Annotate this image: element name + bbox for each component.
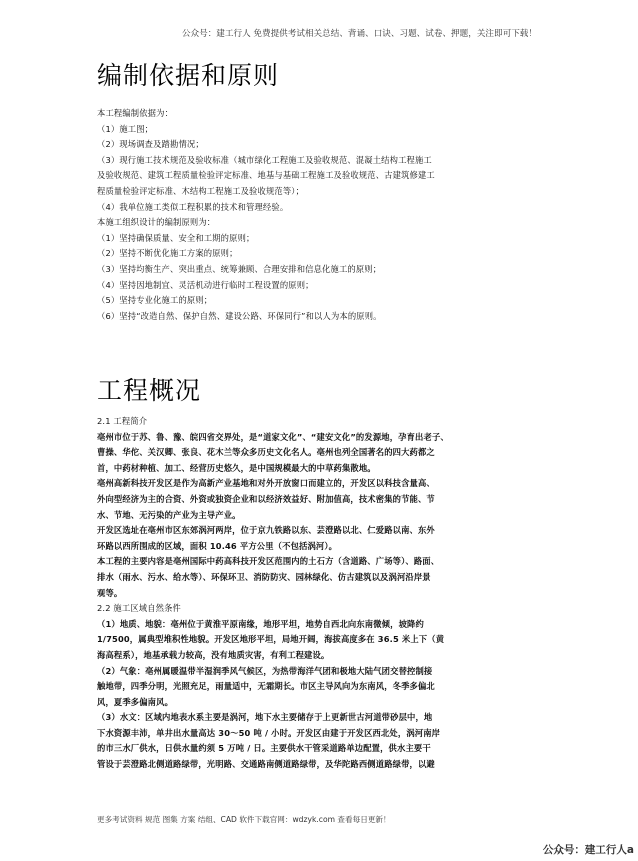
text-line: 本工程编制依据为： xyxy=(97,108,174,118)
subheading: 2.1 工程简介 xyxy=(97,416,148,426)
text-line: 本工程的主要内容是亳州国际中药高科技开发区范围内的土石方（含道路、广场等）、路面、 xyxy=(97,556,440,567)
section-body-basis xyxy=(97,106,543,324)
text-line: 首，中药材种植、加工、经营历史悠久，是中国规模最大的中草药集散地。 xyxy=(97,462,376,473)
text-line: （3）水文：区域内地表水系主要是涡河，地下水主要储存于上更新世古河道带砂层中，地 xyxy=(97,712,433,723)
text-line: 亳州高新科技开发区是作为高新产业基地和对外开放窗口而建立的，开发区以科技含量高、 xyxy=(97,478,435,489)
text-line: 风，夏季多偏南风。 xyxy=(97,696,174,707)
footer-note: 更多考试资料 规范 图集 方案 结组、CAD 软件下载官网：wdzyk.com 查看每日更新！ xyxy=(97,815,391,824)
text-line: 海高程系），地基承载力较高，没有地质灾害，有利工程建设。 xyxy=(97,649,330,660)
text-line: 1/7500，属典型堆积性地貌。开发区地形平坦，局地开阔，海拔高度多在 36.5 米上下（黄 xyxy=(97,634,445,645)
subheading: 2.2 施工区域自然条件 xyxy=(97,603,182,614)
text-line: 环路以西所围成的区域，面积 10.46 平方公里（不包括涡河）。 xyxy=(97,540,338,551)
text-line: （5）坚持专业化施工的原则； xyxy=(97,295,213,306)
section-title-basis: 编制依据和原则 xyxy=(97,61,280,90)
top-note: 公众号：建工行人 免费提供考试相关总结、背诵、口诀、习题、试卷、押题，关注即可下载！ xyxy=(181,29,537,39)
text-line: 开发区选址在亳州市区东郊涡河两岸，位于京九铁路以东、芸澄路以北、仁爱路以南、东外 xyxy=(97,525,435,536)
text-line: （3）坚持均衡生产、突出重点、统筹兼顾、合理安排和信息化施工的原则； xyxy=(97,263,382,274)
text-line: 排水（雨水、污水、给水等）、环保环卫、消防防灾、园林绿化、仿古建筑以及涡河沿岸景 xyxy=(97,571,431,582)
text-line: 触地带，四季分明，光照充足，雨量适中，无霜期长。市区主导风向为东南风，冬季多偏北 xyxy=(97,681,435,692)
text-line: 曹操、华佗、关汉卿、张良、花木兰等众多历史文化名人。亳州也列全国著名的四大药都之 xyxy=(97,447,435,458)
section-body-overview xyxy=(97,414,543,773)
text-line: 水、节地、无污染的产业为主导产业。 xyxy=(97,509,241,520)
text-line: （1）坚持确保质量、安全和工期的原则； xyxy=(97,232,255,243)
text-line: 管设于芸澄路北侧道路绿带，光明路、交通路南侧道路绿带，及华陀路西侧道路绿带，以避 xyxy=(97,759,435,770)
text-line: 亳州市位于苏、鲁、豫、皖四省交界处，是“道家文化”、“建安文化”的发源地，孕育出老子、 xyxy=(97,431,449,442)
text-line: （2）坚持不断优化施工方案的原则； xyxy=(97,248,238,259)
text-line: 观等。 xyxy=(97,587,123,598)
text-line: 外向型经济为主的合资、外资或独资企业和以经济效益好、附加值高，技术密集的节能、节 xyxy=(97,493,435,504)
watermark-text: 公众号：建工行人a xyxy=(542,844,634,856)
text-line: 及验收规范、建筑工程质量检验评定标准、地基与基础工程施工及验收规范、古建筑修建工 xyxy=(97,170,435,181)
text-line: （2）气象：亳州属暖温带半湿润季风气候区，为热带海洋气团和极地大陆气团交替控制接 xyxy=(97,665,433,676)
text-line: （1）地质、地貌：亳州位于黄淮平原南缘，地形平坦，地势自西北向东南微倾，坡降约 xyxy=(97,618,424,629)
text-line: （1）施工图； xyxy=(97,123,154,134)
text-line: （4）我单位施工类似工程积累的技术和管理经验。 xyxy=(97,201,289,212)
text-line: 程质量检验评定标准、木结构工程施工及验收规范等）； xyxy=(97,185,305,196)
text-line: （4）坚持因地制宜、灵活机动进行临时工程设置的原则； xyxy=(97,279,314,290)
section-title-overview: 工程概况 xyxy=(97,376,202,405)
text-line: （2）现场调查及踏勘情况； xyxy=(97,139,204,150)
text-line: 下水资源丰沛，单井出水量高达 30～50 吨 / 小时。开发区由建于开发区西北处，涡河南岸 xyxy=(97,727,441,738)
text-line: 的市三水厂供水，日供水量约须 5 万吨 / 日。主要供水干管采道路单边配置，供水主要干 xyxy=(97,743,431,754)
text-line: 本施工组织设计的编制原则为： xyxy=(97,217,216,228)
text-line: （6）坚持“改造自然、保护自然、建设公路、环保同行”和以人为本的原则。 xyxy=(97,310,382,321)
text-line: （3）现行施工技术规范及验收标准（城市绿化工程施工及验收规范、混凝土结构工程施工 xyxy=(97,154,432,165)
